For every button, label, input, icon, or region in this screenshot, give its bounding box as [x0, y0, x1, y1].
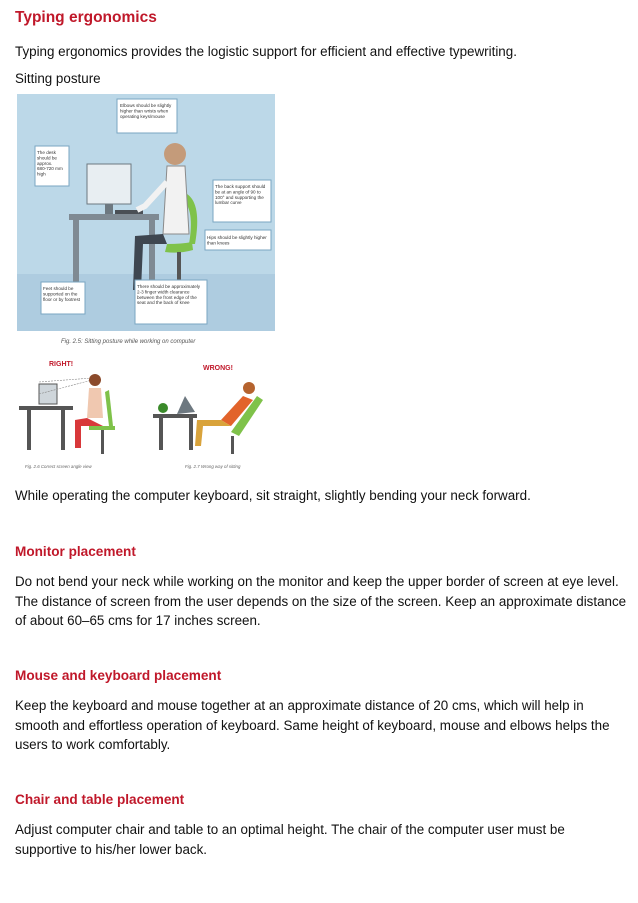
sitting-posture-label: Sitting posture: [15, 71, 101, 86]
monitor-heading: Monitor placement: [15, 544, 136, 559]
svg-text:Elbows should be slightlyhighe: Elbows should be slightly higher than wrists when operating keys/mouse: [120, 103, 172, 119]
figure2-caption-left: Fig. 2.6 Correct screen angle view: [25, 464, 92, 469]
svg-text:The deskshould beapprox.680-72: The desk should be approx. 680-720 mm high: [37, 150, 63, 177]
monitor-illustration: [87, 164, 131, 204]
svg-text:The back support shouldbe at a: The back support should be at an angle of 90 to 100° and supporting the lumbar curve: [215, 184, 266, 206]
desk-illustration: [153, 414, 197, 418]
right-wrong-figure: [17, 356, 275, 474]
plant-illustration: [158, 403, 168, 413]
page-title: Typing ergonomics: [15, 9, 157, 26]
callout-desk: [35, 146, 69, 186]
operating-paragraph: While operating the computer keyboard, sit straight, slightly bending your neck forward.: [15, 488, 531, 503]
svg-text:Hips should be slightly higher: Hips should be slightly higher than knees: [207, 235, 267, 246]
callout-clearance: [135, 280, 207, 324]
desk-illustration: [19, 406, 73, 410]
sitting-posture-figure: [17, 94, 275, 347]
mouse-keyboard-heading: Mouse and keyboard placement: [15, 668, 222, 683]
mouse-keyboard-paragraph: Keep the keyboard and mouse together at an approximate distance of 20 cms, which will help in smooth and effortless operation of keyboard. Same height of keyboard, mouse and elbows helps the users to work comfortably.: [15, 698, 610, 752]
callout-feet: [41, 282, 85, 314]
figure2-caption-right: Fig. 2.7 Wrong way of sitting: [185, 464, 241, 469]
svg-text:Feet should besupported on the: Feet should be supported on the floor or by footrest: [43, 286, 81, 302]
wrong-label: WRONG!: [203, 365, 233, 372]
figure1-caption: Fig. 2.5: Sitting posture while working on computer: [61, 339, 196, 345]
desk-illustration: [69, 214, 159, 220]
chair-table-paragraph: Adjust computer chair and table to an optimal height. The chair of the computer user must be supportive to his/her lower back.: [15, 822, 565, 857]
person-illustration: [89, 374, 101, 386]
person-illustration: [243, 382, 255, 394]
intro-paragraph: Typing ergonomics provides the logistic support for efficient and effective typewriting.: [15, 44, 517, 59]
callout-hips: [205, 230, 271, 250]
right-label: RIGHT!: [49, 361, 74, 368]
chair-table-heading: Chair and table placement: [15, 792, 185, 807]
callout-back: [213, 180, 271, 222]
svg-text:There should be approximately2: There should be approximately 2-3 finger width clearance between the front edge of the seat and the back of knee: [137, 284, 201, 306]
monitor-paragraph: Do not bend your neck while working on the monitor and keep the upper border of screen at eye level. The distance of screen from the user depends on the size of the screen. Keep an approximate distance of about 60–65 cms for 17 inches screen.: [15, 574, 627, 628]
callout-wrists: [117, 99, 177, 133]
person-illustration: [164, 143, 186, 165]
monitor-illustration: [39, 384, 57, 404]
